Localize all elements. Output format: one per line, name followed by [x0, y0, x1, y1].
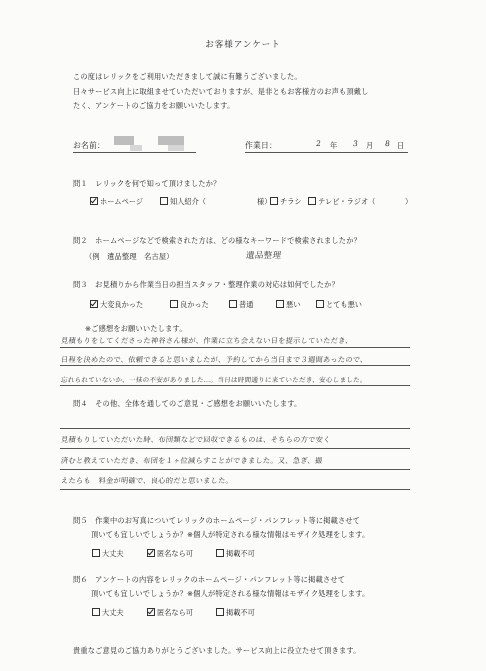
checkbox-icon[interactable]	[229, 300, 237, 308]
q2-answer: 遺品整理	[245, 251, 282, 261]
q1-option-tv-close: ）	[405, 197, 413, 206]
q2-example: （例 遺品整理 名古屋）	[85, 252, 174, 261]
redacted-name-1	[114, 136, 134, 145]
q1-option-referral-close: 様）	[257, 197, 272, 206]
q3-comment-prompt: ※ご感想をお願いいたします。	[85, 324, 187, 333]
q4-comment-line-1: 見積もりしていただいた時、布団類などで回収できるものは、そちらの方で安く	[60, 435, 332, 444]
q3-rule-3	[60, 385, 410, 386]
q1-option-flyer[interactable]: チラシ	[270, 197, 302, 207]
q6-option-no-post[interactable]: 掲載不可	[216, 608, 255, 618]
redacted-name-2	[158, 136, 184, 145]
q4-rule-4	[60, 489, 410, 490]
q1-option-homepage[interactable]: ホームページ	[90, 197, 143, 207]
date-year-unit: 年	[330, 141, 338, 150]
q3-question: 問３ お見積りから作業当日の担当スタッフ・整理作業の対応は如何でしたか？	[73, 280, 339, 289]
q1-option-referral[interactable]: 知人紹介（	[160, 197, 206, 207]
q3-option-very-good[interactable]: 大変良かった	[90, 300, 143, 310]
checkbox-icon[interactable]	[170, 300, 178, 308]
name-label: お名前：	[73, 141, 105, 150]
q2-question: 問２ ホームページなどで検索された方は、どの様なキーワードで検索されましたか？	[73, 236, 361, 245]
checkbox-checked-icon[interactable]	[90, 197, 98, 205]
checkbox-icon[interactable]	[316, 300, 324, 308]
date-underline	[245, 152, 408, 153]
date-day-unit: 日	[397, 141, 405, 150]
q3-option-bad[interactable]: 悪い	[276, 300, 300, 310]
checkbox-checked-icon[interactable]	[147, 549, 155, 557]
name-underline	[73, 152, 196, 153]
intro-line-3: たく、アンケートのご協力をお願いいたします。	[73, 101, 235, 110]
q5-option-no-post[interactable]: 掲載不可	[216, 549, 255, 559]
checkbox-icon[interactable]	[92, 549, 100, 557]
q3-comment-line-2: 日程を決めたので、依頼できると思いましたが、予約してから当日まで３週間あったので、	[60, 355, 369, 364]
intro-line-2: 日々サービス向上に取組ませていただいておりますが、是非ともお客様方のお声も頂戴し	[73, 87, 369, 96]
checkbox-checked-icon[interactable]	[90, 300, 98, 308]
q4-rule-3	[60, 469, 410, 470]
q3-rule-2	[60, 365, 410, 366]
q4-comment-line-3: えたらも 料金が明確で、良心的だと思いました。	[60, 476, 234, 485]
checkbox-icon[interactable]	[270, 197, 278, 205]
q3-rule-1	[60, 347, 410, 348]
footer-thanks: 貴重なご意見のご協力ありがとうございました。サービス向上に役立たせて頂きます。	[73, 646, 361, 655]
q6-question-line-1: 問６ アンケートの内容をレリックのホームページ・パンフレット等に掲載させて	[73, 575, 346, 584]
q5-question-line-1: 問５ 作業中のお写真についてレリックのホームページ・パンフレット等に掲載させて	[73, 516, 361, 525]
redacted-name-4	[168, 145, 184, 151]
q3-option-normal[interactable]: 普通	[229, 300, 253, 310]
q4-question: 問４ その他、全体を通してのご意見・ご感想をお願いいたします。	[73, 399, 302, 408]
q6-option-anonymous[interactable]: 匿名なら可	[147, 608, 193, 618]
checkbox-icon[interactable]	[308, 197, 316, 205]
q3-comment-line-3: 忘れられていないか、一抹の不安がありました…。当日は時間通りに来ていただき、安心しました。	[60, 376, 368, 384]
checkbox-icon[interactable]	[160, 197, 168, 205]
checkbox-icon[interactable]	[276, 300, 284, 308]
q5-question-line-2: 頂いても宜しいでしょうか？※個人が特定される様な情報はモザイク処理をします。	[91, 530, 370, 539]
q1-question: 問１ レリックを何で知って頂けましたか？	[73, 179, 221, 188]
q4-rule-2	[60, 448, 410, 449]
q4-comment-line-2: 済むと教えていただき、布団を１ヶ位減らすことができました。又、急ぎ、撮	[60, 456, 324, 465]
checkbox-icon[interactable]	[216, 608, 224, 616]
q6-question-line-2: 頂いても宜しいでしょうか？※個人が特定される様な情報はモザイク処理をします。	[91, 589, 370, 598]
redacted-name-3	[130, 145, 142, 151]
q5-option-ok[interactable]: 大丈夫	[92, 549, 124, 559]
intro-line-1: この度はレリックをご利用いただきまして誠に有難うございました。	[73, 72, 302, 81]
date-year-value: 2	[315, 139, 322, 148]
checkbox-checked-icon[interactable]	[147, 608, 155, 616]
date-month-unit: 月	[366, 141, 374, 150]
q3-comment-line-1: 見積もりをしてくださった神谷さん様が、作業に立ち会えない日を提示していただき、	[60, 336, 354, 345]
date-label: 作業日：	[245, 141, 277, 150]
q5-option-anonymous[interactable]: 匿名なら可	[147, 549, 193, 559]
date-day-value: 8	[384, 139, 391, 148]
q3-option-very-bad[interactable]: とても悪い	[316, 300, 362, 310]
q1-option-tv-radio[interactable]: テレビ・ラジオ（	[308, 197, 375, 207]
date-month-value: 3	[352, 139, 359, 148]
q4-rule-1	[60, 428, 410, 429]
page-title: お客様アンケート	[205, 40, 281, 50]
checkbox-icon[interactable]	[92, 608, 100, 616]
q3-option-good[interactable]: 良かった	[170, 300, 209, 310]
q6-option-ok[interactable]: 大丈夫	[92, 608, 124, 618]
checkbox-icon[interactable]	[216, 549, 224, 557]
